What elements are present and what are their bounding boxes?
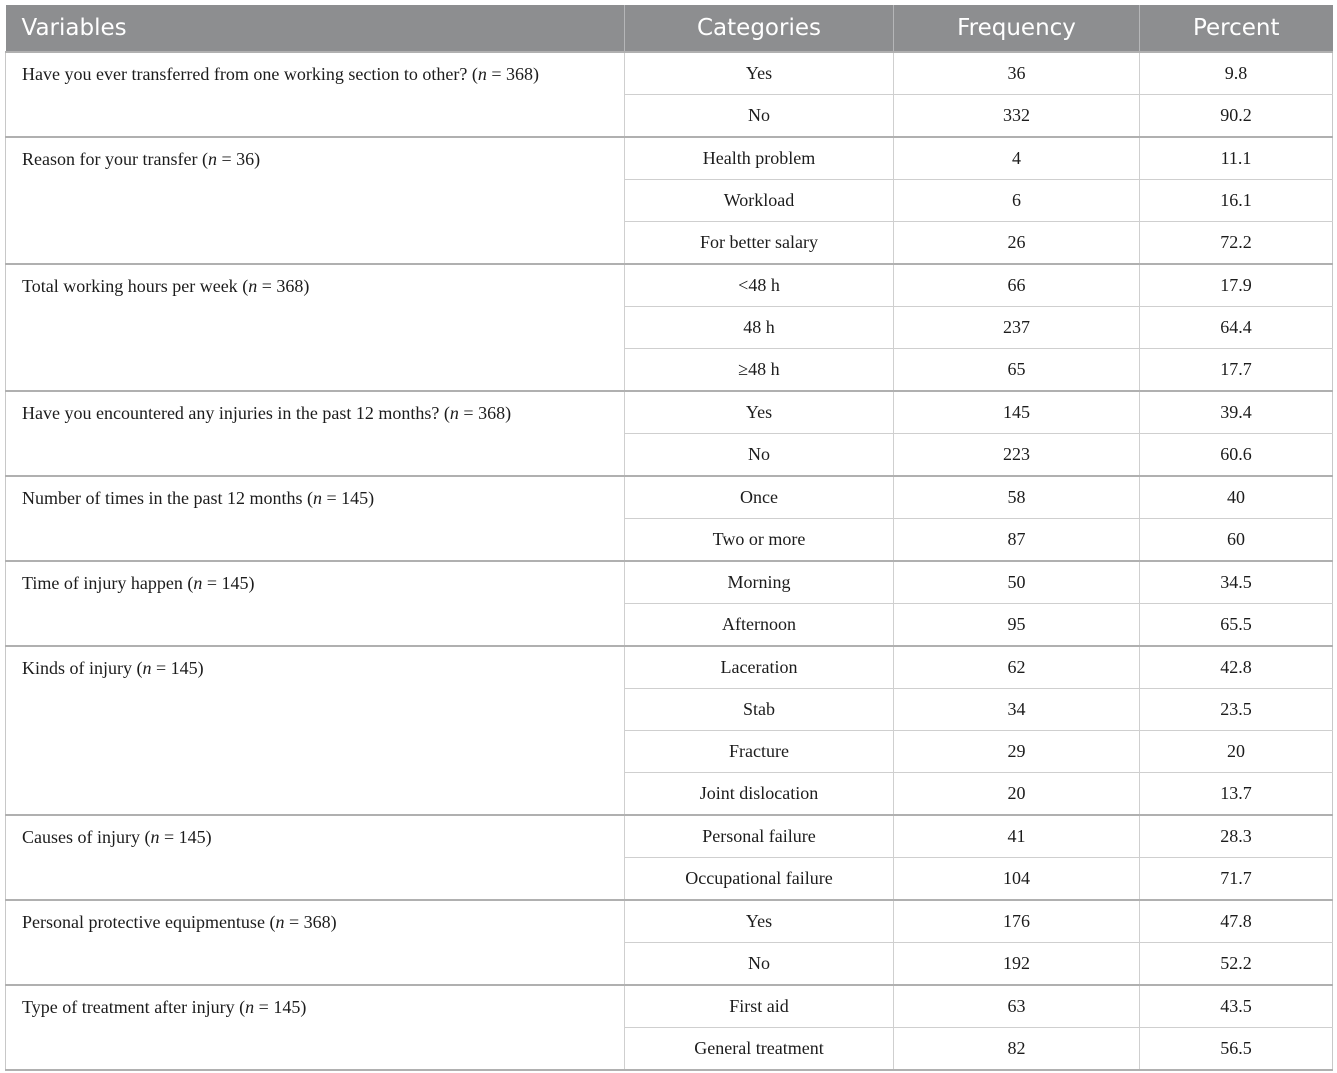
percent-cell: 13.7	[1140, 773, 1333, 816]
percent-cell: 60	[1140, 519, 1333, 562]
sample-size-suffix: )	[205, 827, 212, 847]
header-frequency: Frequency	[894, 5, 1140, 52]
category-cell: General treatment	[625, 1028, 894, 1071]
variable-cell	[6, 985, 625, 1070]
sample-size-value: 145	[341, 488, 369, 508]
category-cell: <48 h	[625, 264, 894, 307]
percent-cell: 28.3	[1140, 815, 1333, 858]
table-row	[6, 985, 1333, 1028]
variable-label: Have you encountered any injuries in the past 12 months?	[22, 403, 440, 423]
category-cell: First aid	[625, 985, 894, 1028]
table-row	[6, 137, 1333, 180]
category-cell: Yes	[625, 900, 894, 943]
variable-label: Have you ever transferred from one working section to other?	[22, 64, 468, 84]
sample-size-prefix: (n =	[467, 64, 506, 84]
sample-size-value: 368	[276, 276, 304, 296]
sample-size-value: 36	[236, 149, 255, 169]
percent-cell: 23.5	[1140, 689, 1333, 731]
frequency-cell: 58	[894, 476, 1140, 519]
variable-label: Number of times in the past 12 months	[22, 488, 303, 508]
sample-size-prefix: (n =	[132, 658, 171, 678]
frequency-cell: 4	[894, 137, 1140, 180]
variable-cell	[6, 646, 625, 815]
frequency-cell: 62	[894, 646, 1140, 689]
variable-cell	[6, 900, 625, 985]
table-row	[6, 646, 1333, 689]
sample-size-prefix: (n =	[139, 827, 179, 847]
table-row	[6, 815, 1333, 858]
category-cell: Occupational failure	[625, 858, 894, 901]
frequency-cell: 50	[894, 561, 1140, 604]
variable-cell	[6, 561, 625, 646]
sample-size-suffix: )	[248, 573, 255, 593]
sample-size-prefix: (n =	[197, 149, 237, 169]
category-cell: Health problem	[625, 137, 894, 180]
category-cell: Yes	[625, 391, 894, 434]
sample-size-suffix: )	[330, 912, 337, 932]
frequency-cell: 6	[894, 180, 1140, 222]
category-cell: Personal failure	[625, 815, 894, 858]
sample-size-suffix: )	[505, 403, 512, 423]
percent-cell: 43.5	[1140, 985, 1333, 1028]
sample-size-suffix: )	[300, 997, 307, 1017]
frequency-cell: 104	[894, 858, 1140, 901]
frequency-cell: 82	[894, 1028, 1140, 1071]
percent-cell: 47.8	[1140, 900, 1333, 943]
category-cell: Laceration	[625, 646, 894, 689]
table-row	[6, 476, 1333, 519]
variable-label: Causes of injury	[22, 827, 140, 847]
header-percent: Percent	[1140, 5, 1333, 52]
frequency-cell: 145	[894, 391, 1140, 434]
frequency-table	[5, 5, 1333, 1071]
sample-size-prefix: (n =	[237, 276, 277, 296]
frequency-cell: 34	[894, 689, 1140, 731]
sample-size-prefix: (n =	[182, 573, 222, 593]
sample-size-value: 368	[506, 64, 533, 84]
table-row	[6, 52, 1333, 95]
variable-label: Total working hours per week	[22, 276, 238, 296]
category-cell: No	[625, 943, 894, 986]
sample-size-suffix: )	[197, 658, 204, 678]
percent-cell: 52.2	[1140, 943, 1333, 986]
variable-label: Kinds of injury	[22, 658, 132, 678]
frequency-cell: 223	[894, 434, 1140, 477]
percent-cell: 17.9	[1140, 264, 1333, 307]
sample-size-value: 145	[170, 658, 198, 678]
variable-cell	[6, 52, 625, 137]
sample-size-suffix: )	[368, 488, 375, 508]
percent-cell: 17.7	[1140, 349, 1333, 392]
sample-size-suffix: )	[533, 64, 539, 84]
category-cell: Morning	[625, 561, 894, 604]
variable-cell	[6, 815, 625, 900]
header-categories: Categories	[625, 5, 894, 52]
table-row	[6, 900, 1333, 943]
category-cell: No	[625, 434, 894, 477]
frequency-cell: 36	[894, 52, 1140, 95]
category-cell: For better salary	[625, 222, 894, 265]
variable-label: Reason for your transfer	[22, 149, 198, 169]
sample-size-value: 368	[303, 912, 331, 932]
header-variables: Variables	[6, 5, 625, 52]
category-cell: No	[625, 95, 894, 138]
frequency-cell: 65	[894, 349, 1140, 392]
percent-cell: 90.2	[1140, 95, 1333, 138]
sample-size-prefix: (n =	[439, 403, 479, 423]
frequency-cell: 237	[894, 307, 1140, 349]
variable-cell	[6, 137, 625, 264]
frequency-cell: 87	[894, 519, 1140, 562]
sample-size-suffix: )	[303, 276, 310, 296]
percent-cell: 64.4	[1140, 307, 1333, 349]
category-cell: Yes	[625, 52, 894, 95]
percent-cell: 71.7	[1140, 858, 1333, 901]
percent-cell: 34.5	[1140, 561, 1333, 604]
variable-label: Type of treatment after injury	[22, 997, 235, 1017]
header-row	[6, 5, 1333, 52]
category-cell: Afternoon	[625, 604, 894, 647]
sample-size-suffix: )	[254, 149, 261, 169]
percent-cell: 60.6	[1140, 434, 1333, 477]
variable-cell	[6, 264, 625, 391]
percent-cell: 11.1	[1140, 137, 1333, 180]
percent-cell: 39.4	[1140, 391, 1333, 434]
frequency-cell: 20	[894, 773, 1140, 816]
frequency-cell: 176	[894, 900, 1140, 943]
frequency-cell: 66	[894, 264, 1140, 307]
percent-cell: 65.5	[1140, 604, 1333, 647]
percent-cell: 72.2	[1140, 222, 1333, 265]
table-row	[6, 391, 1333, 434]
sample-size-value: 145	[178, 827, 206, 847]
frequency-cell: 63	[894, 985, 1140, 1028]
percent-cell: 20	[1140, 731, 1333, 773]
table-row	[6, 561, 1333, 604]
category-cell: 48 h	[625, 307, 894, 349]
data-table-container	[5, 5, 1332, 1071]
sample-size-value: 145	[273, 997, 301, 1017]
variable-cell	[6, 476, 625, 561]
frequency-cell: 26	[894, 222, 1140, 265]
category-cell: ≥48 h	[625, 349, 894, 392]
percent-cell: 40	[1140, 476, 1333, 519]
sample-size-value: 368	[478, 403, 506, 423]
sample-size-prefix: (n =	[302, 488, 342, 508]
category-cell: Workload	[625, 180, 894, 222]
percent-cell: 16.1	[1140, 180, 1333, 222]
frequency-cell: 332	[894, 95, 1140, 138]
frequency-cell: 41	[894, 815, 1140, 858]
table-body	[6, 52, 1333, 1070]
variable-label: Time of injury happen	[22, 573, 183, 593]
percent-cell: 9.8	[1140, 52, 1333, 95]
percent-cell: 42.8	[1140, 646, 1333, 689]
frequency-cell: 192	[894, 943, 1140, 986]
frequency-cell: 95	[894, 604, 1140, 647]
category-cell: Once	[625, 476, 894, 519]
category-cell: Fracture	[625, 731, 894, 773]
sample-size-prefix: (n =	[264, 912, 304, 932]
category-cell: Stab	[625, 689, 894, 731]
category-cell: Two or more	[625, 519, 894, 562]
variable-label: Personal protective equipmentuse	[22, 912, 265, 932]
category-cell: Joint dislocation	[625, 773, 894, 816]
frequency-cell: 29	[894, 731, 1140, 773]
sample-size-prefix: (n =	[234, 997, 274, 1017]
percent-cell: 56.5	[1140, 1028, 1333, 1071]
table-row	[6, 264, 1333, 307]
variable-cell	[6, 391, 625, 476]
sample-size-value: 145	[221, 573, 249, 593]
